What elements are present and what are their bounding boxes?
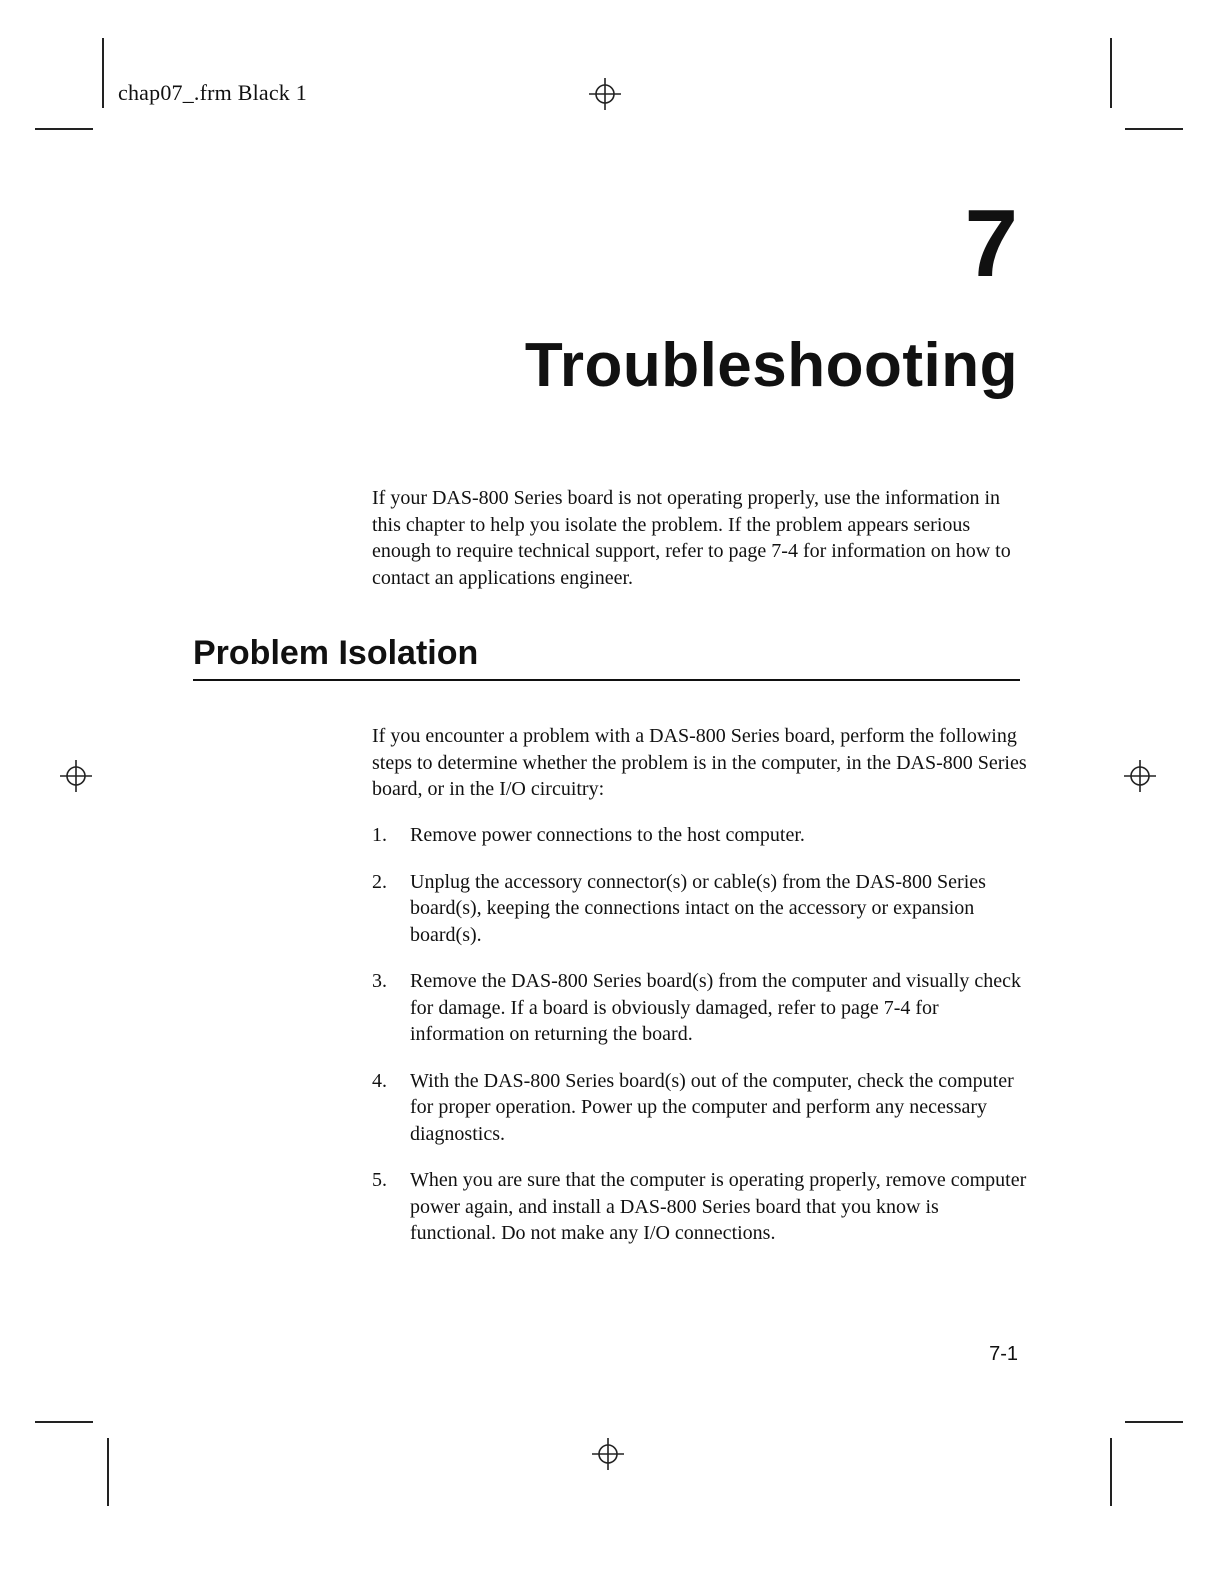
step-number: 5. [372,1169,387,1191]
intro-paragraph: If your DAS-800 Series board is not operating properly, use the information in this chapter to help you isolate the problem. If the problem appears serious enough to require technical support, refer to page 7-4 for information on how to contact an applications engineer. [372,487,1011,589]
page-number: 7-1 [989,1343,1018,1365]
crop-mark-bottom-left-vertical [107,1438,109,1506]
step-text: When you are sure that the computer is operating properly, remove computer power again, and install a DAS-800 Series board that you know is functional. Do not make any I/O connections. [410,1169,1027,1244]
section-rule [193,679,1020,681]
chapter-title: Troubleshooting [524,331,1018,400]
list-item [372,1167,1027,1247]
crop-mark-bottom-left-horizontal [35,1421,93,1423]
registration-mark-icon [58,758,94,794]
crop-mark-bottom-right-horizontal [1125,1421,1183,1423]
crop-mark-top-left-horizontal [35,128,93,130]
chapter-number: 7 [964,190,1018,297]
step-text: Unplug the accessory connector(s) or cable(s) from the DAS-800 Series board(s), keeping the connections intact on the accessory or expansion board(s). [410,870,986,946]
crop-mark-bottom-right-vertical [1110,1438,1112,1506]
list-item [372,822,1027,849]
step-number: 3. [372,970,387,992]
file-slug: chap07_.frm Black 1 [118,80,307,105]
list-item [372,968,1027,1048]
step-number: 1. [372,824,387,846]
step-text: With the DAS-800 Series board(s) out of the computer, check the computer for proper operation. Power up the computer and perform any necessary diagnostics. [410,1069,1014,1145]
section-heading: Problem Isolation [193,634,479,672]
registration-mark-icon [590,1436,626,1472]
steps-list [372,822,1027,1267]
crop-mark-top-right-vertical [1110,38,1112,108]
step-text: Remove power connections to the host computer. [410,824,805,846]
registration-mark-icon [587,76,623,112]
lead-paragraph: If you encounter a problem with a DAS-800 Series board, perform the following steps to determine whether the problem is in the computer, in the DAS-800 Series board, or in the I/O circuitry: [372,725,1027,800]
step-number: 4. [372,1069,387,1092]
registration-mark-icon [1122,758,1158,794]
crop-mark-top-left-vertical [102,38,104,108]
step-text: Remove the DAS-800 Series board(s) from the computer and visually check for damage. If a board is obviously damaged, refer to page 7-4 for information on returning the board. [410,970,1021,1045]
step-number: 2. [372,870,387,893]
crop-mark-top-right-horizontal [1125,128,1183,130]
list-item [372,1068,1027,1148]
list-item [372,869,1027,949]
